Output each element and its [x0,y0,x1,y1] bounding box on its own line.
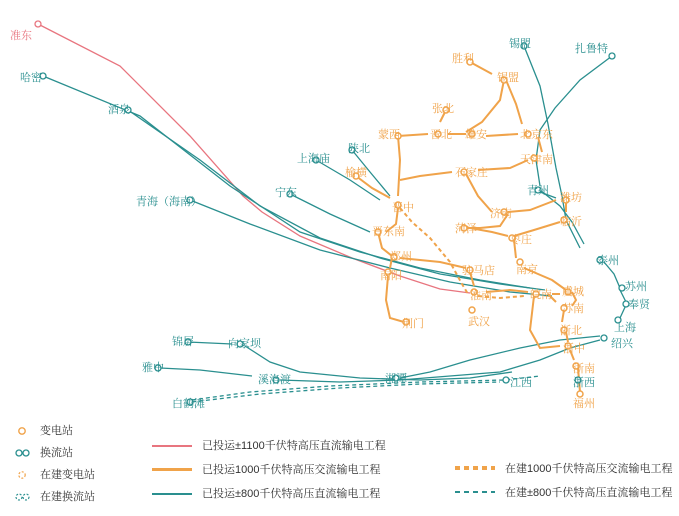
node-label-shanghaimiao: 上海庙 [297,153,330,165]
line-swatch-orange [152,468,192,471]
node-label-zhumadian: 驻马店 [462,265,495,277]
line-mengxi-jinzhong [398,136,400,196]
node-label-xiongan: 雄安 [465,129,487,141]
node-label-nanjing: 南京 [516,264,538,276]
line-wannan-zhezhong [530,296,560,348]
marker-wuhan [469,307,475,313]
node-label-taizhou: 泰州 [597,255,619,267]
node-label-nanyang: 南阳 [380,270,402,282]
legend-lines-column-1 [152,434,386,506]
node-label-zhebei: 浙北 [560,325,582,337]
node-label-jindongnan: 晋东南 [372,226,405,238]
node-label-jingmen: 荆门 [402,318,424,330]
node-label-jinan: 济南 [490,208,512,220]
node-label-zhundong: 准东 [10,30,32,42]
node-label-xiangjiaba: 向家坝 [228,338,261,350]
node-label-xiluodu: 溪洛渡 [258,374,291,386]
node-label-ningdong: 宁东 [275,187,297,199]
substation-icon [14,420,36,442]
node-label-mengxi: 蒙西 [378,129,400,141]
legend-line-1000kv-ac-planned [455,457,672,481]
node-label-yuheng: 榆横 [345,167,367,179]
legend-label: 已投运±800千伏特高压直流输电工程 [202,488,381,500]
legend-markers-column [14,420,95,508]
legend-item-substation [14,420,95,442]
line-swatch-teal [152,493,192,495]
node-label-jinping: 锦屏 [172,336,194,348]
node-label-sunan: 苏南 [562,303,584,315]
teal-dashed-lines [192,376,540,402]
line-shanghaimiao-jinzhong [316,160,380,200]
node-label-zhalute: 扎鲁特 [575,43,608,55]
legend-line-800kv-dc [152,482,386,506]
line-nanyang-jingmen [386,276,404,322]
line-ximeng-beijingdong [506,80,522,124]
marker-jiangxi [503,377,509,383]
node-label-yucheng: 虞城 [562,286,584,298]
legend-label: 在建1000千伏特高压交流输电工程 [505,463,673,475]
node-label-ximeng2: 锡盟 [509,38,531,50]
node-label-shijiazhuang: 石家庄 [455,167,488,179]
legend-lines-column-2 [455,457,672,505]
legend [0,412,679,506]
node-label-beijingdong: 北京东 [520,129,553,141]
legend-label: 在建变电站 [40,469,95,481]
node-label-shaoxing: 绍兴 [611,338,633,350]
marker-shaoxing [601,335,607,341]
node-label-fuzhou: 福州 [573,398,595,410]
line-ximeng-xiongan [466,80,504,132]
node-label-jiangxi: 江西 [510,377,532,389]
line-mengxi-jinbei [398,134,428,136]
node-label-hami: 哈密 [20,72,42,84]
node-label-jinzhong: 晋中 [392,202,414,214]
line-jinping-xiangjiaba [188,342,232,344]
line-shijiazhuang-jinan [466,174,492,212]
legend-line-800kv-dc-planned [455,481,672,505]
node-label-qinghai: 青海（海南） [136,196,202,208]
node-label-zhangbei: 张北 [432,103,454,115]
node-label-jiuquan: 酒泉 [108,104,130,116]
node-label-zhenan: 浙南 [573,363,595,375]
node-label-suzhou_js: 苏州 [625,281,647,293]
node-label-shengli: 胜利 [452,53,474,65]
line-ningdong-jindongnan [290,194,370,232]
node-label-zhengzhou: 郑州 [390,251,412,263]
node-label-fengxian: 奉贤 [628,299,650,311]
node-label-zaozhuang: 枣庄 [510,234,532,246]
legend-line-1000kv-ac [152,458,386,482]
node-label-wuhan: 武汉 [468,316,490,328]
node-label-heze: 菏泽 [455,223,477,235]
node-label-xiangtan: 湘潭 [385,373,407,385]
node-label-baihetan: 白鹤滩 [172,398,205,410]
node-label-tianjinnan: 天津南 [520,154,553,166]
line-swatch-pink [152,445,192,447]
legend-label: 已投运±1100千伏特高压直流输电工程 [202,440,386,452]
line-xiongan-beijingdong [486,134,518,136]
legend-label: 换流站 [40,447,73,459]
teal-solid-lines [43,46,626,382]
line-yazhong-xiluodu [160,368,252,376]
node-label-ximeng1: 锡盟 [497,72,519,84]
node-label-shanghai: 上海 [614,322,636,334]
legend-line-1100kv-dc [152,434,386,458]
legend-item-converter-station [14,442,95,464]
node-label-weifang: 潍坊 [560,192,582,204]
converter-station-icon [14,442,36,464]
legend-item-converter-station-under-construction [14,486,95,508]
converter-station-planned-icon [14,486,36,508]
node-label-linyi: 临沂 [560,216,582,228]
node-label-zhezhong: 浙中 [563,343,585,355]
legend-item-substation-under-construction [14,464,95,486]
legend-label: 变电站 [40,425,73,437]
node-label-qingzhou: 青州 [527,185,549,197]
node-label-wannan: 皖南 [530,289,552,301]
line-swatch-orange-dashed [455,466,495,470]
line-shijiazhuang-jinzhong [400,172,452,180]
legend-label: 已投运1000千伏特高压交流输电工程 [202,464,381,476]
node-label-zhexi: 浙西 [573,377,595,389]
line-jinan-weifang [508,200,556,212]
marker-zhundong [35,21,41,27]
legend-label: 在建换流站 [40,491,95,503]
node-label-yazhong: 雅中 [142,362,164,374]
line-swatch-teal-dashed [455,491,495,493]
node-label-shanbei: 陕北 [348,143,370,155]
substation-planned-icon [14,464,36,486]
node-label-huainan: 淮南 [470,290,492,302]
marker-zhalute [609,53,615,59]
marker-fuzhou [577,391,583,397]
legend-label: 在建±800千伏特高压直流输电工程 [505,487,673,499]
node-label-jinbei: 晋北 [430,129,452,141]
